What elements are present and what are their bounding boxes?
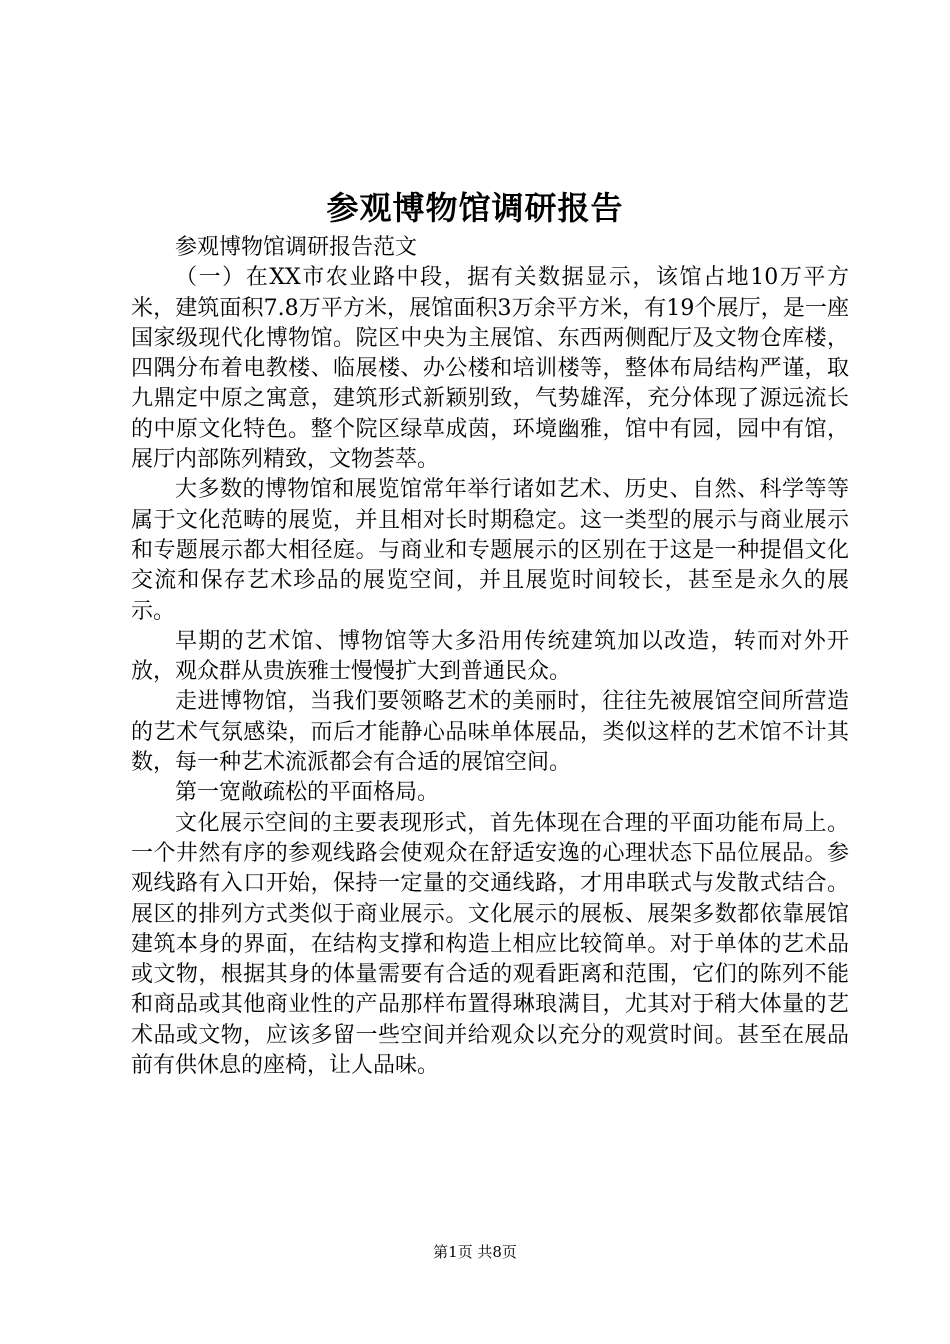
body-paragraph: 文化展示空间的主要表现形式，首先体现在合理的平面功能布局上。一个井然有序的参观线路会使观众在舒适安逸的心理状态下品位展品。参观线路有入口开始，保持一定量的交通线路，才用串联式与发散式结合。展区的排列方式类似于商业展示。文化展示的展板、展架多数都依靠展馆建筑本身的界面，在结构支撑和构造上相应比较简单。对于单体的艺术品或文物，根据其身的体量需要有合适的观看距离和范围，它们的陈列不能和商品或其他商业性的产品那样布置得琳琅满目，尤其对于稍大体量的艺术品或文物，应该多留一些空间并给观众以充分的观赏时间。甚至在展品前有供休息的座椅，让人品味。 xyxy=(131,810,849,1079)
body-paragraph: 大多数的博物馆和展览馆常年举行诸如艺术、历史、自然、科学等等属于文化范畴的展览，并且相对长时期稳定。这一类型的展示与商业展示和专题展示都大相径庭。与商业和专题展示的区别在于这是一种提倡文化交流和保存艺术珍品的展览空间，并且展览时间较长，甚至是永久的展示。 xyxy=(131,477,849,624)
page-footer: 第1页 共8页 xyxy=(433,1243,517,1261)
body-paragraph: 早期的艺术馆、博物馆等大多沿用传统建筑加以改造，转而对外开放，观众群从贵族雅士慢慢扩大到普通民众。 xyxy=(131,628,849,685)
section-heading-paragraph: 第一宽敞疏松的平面格局。 xyxy=(175,780,440,806)
body-paragraph: 走进博物馆，当我们要领略艺术的美丽时，往往先被展馆空间所营造的艺术气氛感染，而后才能静心品味单体展品，类似这样的艺术馆不计其数，每一种艺术流派都会有合适的展馆空间。 xyxy=(131,689,849,776)
document-body xyxy=(131,233,849,1081)
document-title: 参观博物馆调研报告 xyxy=(326,189,624,227)
body-paragraph: （一）在XX市农业路中段，据有关数据显示，该馆占地10万平方米，建筑面积7.8万平方米，展馆面积3万余平方米，有19个展厅，是一座国家级现代化博物馆。院区中央为主展馆、东西两侧配厅及文物仓库楼，四隅分布着电教楼、临展楼、办公楼和培训楼等，整体布局结构严谨，取九鼎定中原之寓意，建筑形式新颖别致，气势雄浑，充分体现了源远流长的中原文化特色。整个院区绿草成茵，环境幽雅，馆中有园，园中有馆，展厅内部陈列精致，文物荟萃。 xyxy=(131,265,849,473)
subtitle-paragraph: 参观博物馆调研报告范文 xyxy=(175,235,418,260)
